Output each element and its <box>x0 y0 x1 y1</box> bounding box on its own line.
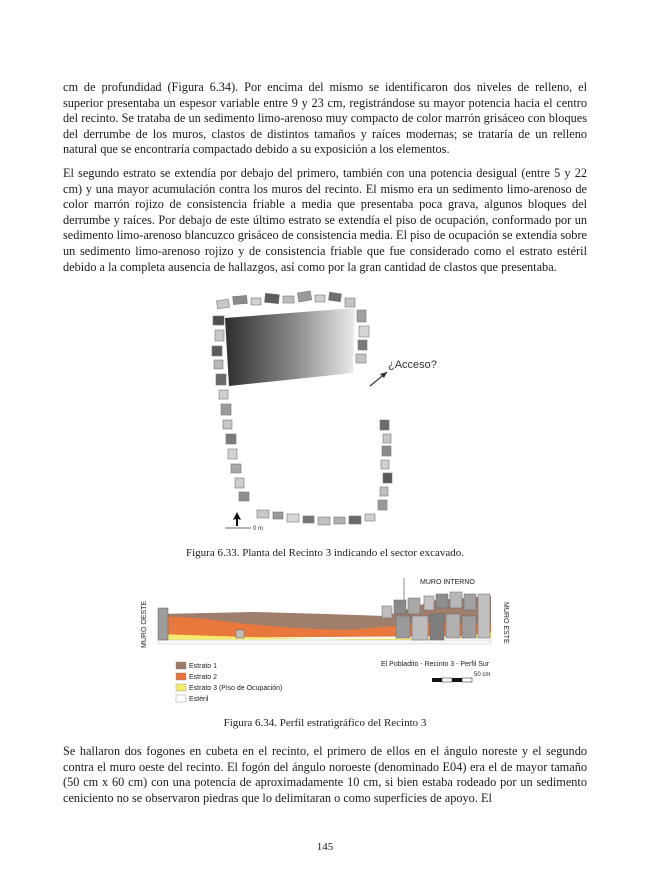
east-wall-label: MURO ESTE <box>502 602 509 644</box>
figure-6-33-caption: Figura 6.33. Planta del Recinto 3 indicando el sector excavado. <box>186 547 464 559</box>
body-paragraph-1: cm de profundidad (Figura 6.34). Por encima del mismo se identificaron dos niveles de relleno, el superior presentaba un espesor variable entre 9 y 23 cm, registrándose su mayor potencia hacia el centro del recinto. Se trataba de un sedimento limo-arenoso muy compacto de color marrón grisáceo con bloques del derrumbe de los muros, clastos de distintos tamaños y raíces modernas; se trataría de un relleno natural que se encontraría compactado debido a su exposición a los elementos. <box>63 80 587 157</box>
legend <box>176 662 282 703</box>
scale-unit: m <box>258 526 263 532</box>
profile-title: El Pobladito - Recinto 3 - Perfil Sur <box>381 661 490 668</box>
profile-scale-label: 50 cm <box>474 672 491 678</box>
profile-scale-bar <box>432 678 472 682</box>
legend-swatch-1 <box>176 662 186 669</box>
legend-swatch-2 <box>176 673 186 680</box>
body-paragraph-3: Se hallaron dos fogones en cubeta en el recinto, el primero de ellos en el ángulo noreste y el segundo contra el muro oeste del recinto. El fogón del ángulo noroeste (denominado E04) era el de mayor tamaño (50 cm x 60 cm) con una potencia de aproximadamente 10 cm, si bien estaba rodeado por un sedimento ceniciento no se observaron piedras que lo delimitaran o como superficies de apoyo. El <box>63 744 587 805</box>
enclosure-plan-figure <box>205 288 445 538</box>
sterile-layer <box>158 640 491 644</box>
stratigraphic-profile-figure <box>136 570 516 710</box>
body-paragraph-2: El segundo estrato se extendía por debajo del primero, también con una potencia desigual (entre 5 y 22 cm) y una mayor acumulación contra los muros del recinto. El mismo era un sedimento limo-arenoso de color marrón rojizo de consistencia friable a media que presentaba poca grava, algunos bloques del derrumbe y raíces. Por debajo de este último estrato se extendía el piso de ocupación, conformado por un sedimento limo-arenoso blancuzco grisáceo de consistencia media. El piso de ocupación se extendía sobre un sedimento limo-arenoso rojizo y de consistencia friable que fue considerado como el estrato estéril debido a la completa ausencia de hallazgos, así como por la gran cantidad de clastos que presentaba. <box>63 166 587 274</box>
west-wall-label: MURO OESTE <box>141 600 148 648</box>
legend-label-2: Estrato 2 <box>189 674 218 681</box>
access-annotation: ¿Acceso? <box>388 359 437 371</box>
legend-label-1: Estrato 1 <box>189 663 218 670</box>
legend-label-3: Estrato 3 (Piso de Ocupación) <box>189 685 283 692</box>
figure-6-34-caption: Figura 6.34. Perfil estratigráfico del Recinto 3 <box>223 717 427 729</box>
legend-label-4: Estéril <box>189 696 209 703</box>
excavated-sector <box>225 308 355 386</box>
north-arrow-icon <box>233 512 241 526</box>
page-number: 145 <box>316 841 334 853</box>
legend-swatch-4 <box>176 695 186 702</box>
scale-label: 0 <box>253 526 257 532</box>
internal-wall-label: MURO INTERNO <box>420 579 475 586</box>
legend-swatch-3 <box>176 684 186 691</box>
